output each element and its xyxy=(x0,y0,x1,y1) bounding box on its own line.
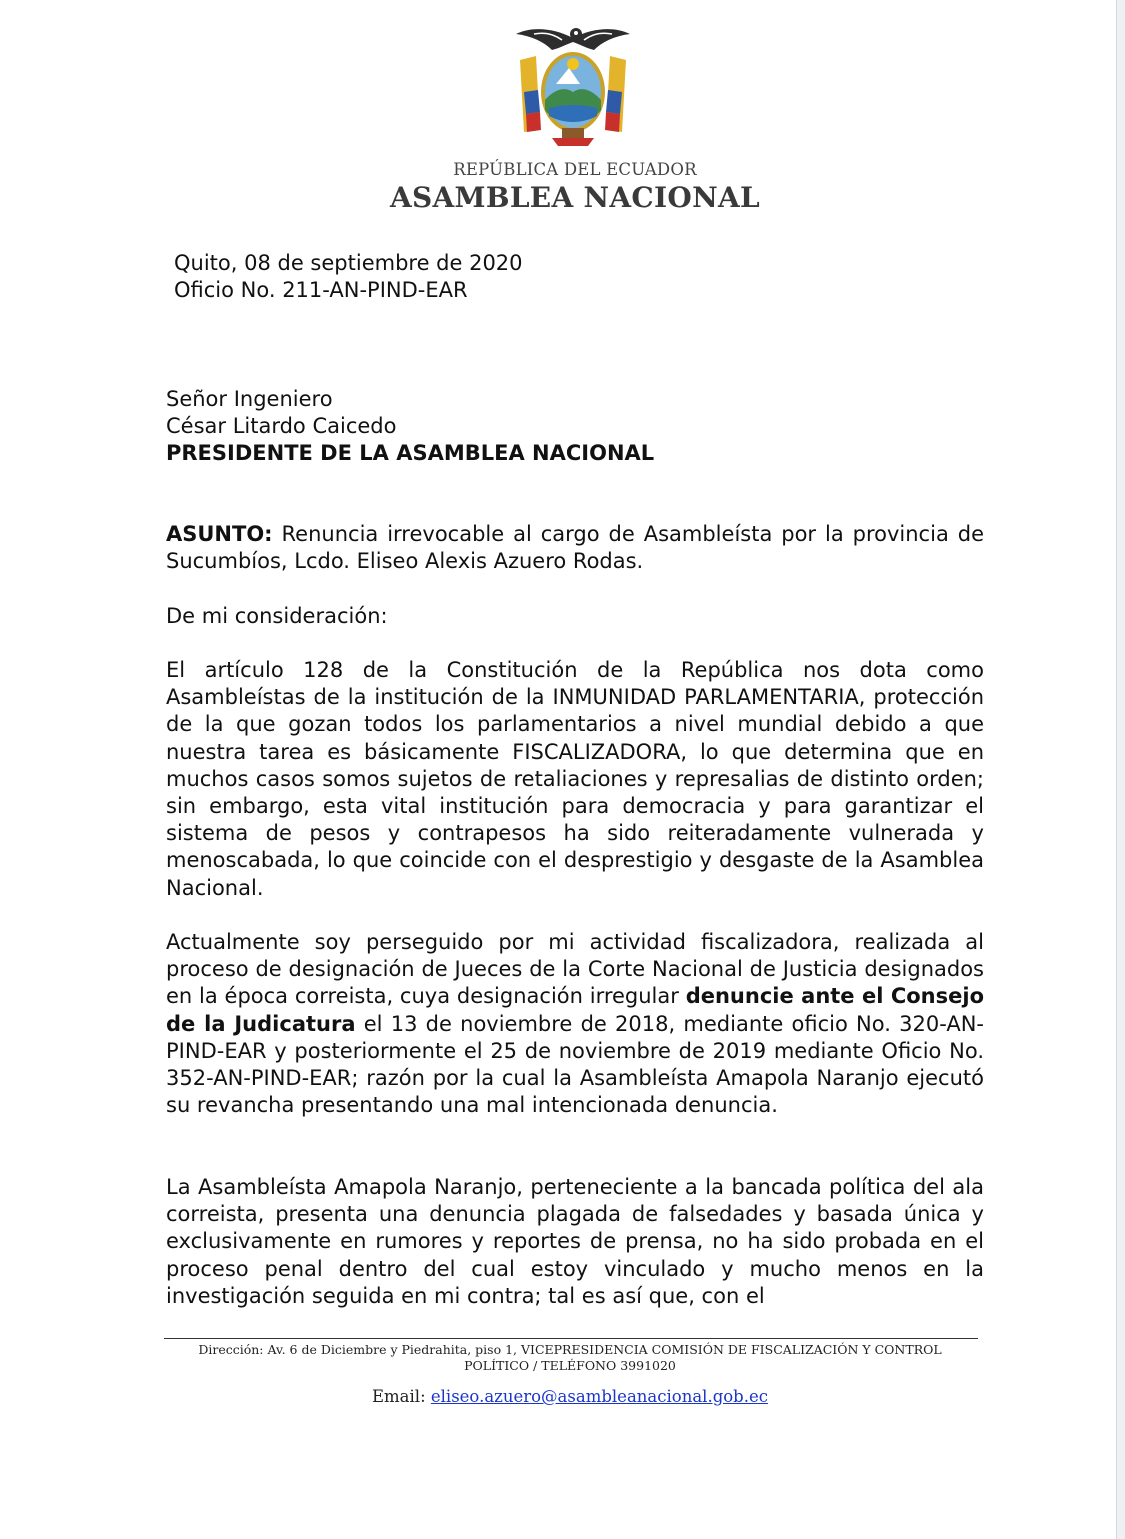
footer-address-line-2: POLÍTICO / TELÉFONO 3991020 xyxy=(464,1358,676,1373)
footer-email xyxy=(0,1387,1125,1406)
recipient-name: César Litardo Caicedo xyxy=(166,414,397,438)
subject-text: Renuncia irrevocable al cargo de Asambleísta por la provincia de Sucumbíos, Lcdo. Eliseo Alexis Azuero Rodas. xyxy=(166,522,984,574)
date-line: Quito, 08 de septiembre de 2020 xyxy=(174,251,523,275)
header-institution: ASAMBLEA NACIONAL xyxy=(389,181,761,214)
office-number: Oficio No. 211-AN-PIND-EAR xyxy=(174,278,468,302)
footer-address xyxy=(180,1342,960,1374)
paragraph-2-text-b: el 13 de noviembre de 2018, mediante oficio No. 320-AN-PIND-EAR y posteriormente el 25 de noviembre de 2019 mediante Oficio No. 352-AN-PIND-EAR; razón por la cual la Asambleísta Amapola Naranjo ejecutó su revancha presentando una mal intencionada denuncia. xyxy=(166,1011,984,1118)
paragraph-2-bold: denuncie ante el Consejo de la Judicatura xyxy=(166,984,985,1036)
email-link[interactable]: eliseo.azuero@asambleanacional.gob.ec xyxy=(430,1387,768,1406)
greeting: De mi consideración: xyxy=(166,604,388,628)
recipient-title: PRESIDENTE DE LA ASAMBLEA NACIONAL xyxy=(166,441,655,465)
body-paragraph-1: El artículo 128 de la Constitución de la República nos dota como Asambleístas de la institución de la INMUNIDAD PARLAMENTARIA, protección de la que gozan todos los parlamentarios a nivel mundial debido a que nuestra tarea es básicamente FISCALIZADORA, lo que determina que en muchos casos somos sujetos de retaliaciones y represalias de distinto orden; sin embargo, esta vital institución para democracia y para garantizar el sistema de pesos y contrapesos ha sido reiteradamente vulnerada y menoscabada, lo que coincide con el desprestigio y desgaste de la Asamblea Nacional. xyxy=(166,658,984,900)
email-label: Email: xyxy=(371,1387,431,1406)
body-paragraph-2 xyxy=(166,929,984,1119)
paragraph-2-text-a: Actualmente soy perseguido por mi actividad fiscalizadora, realizada al proceso de designación de Jueces de la Corte Nacional de Justicia designados en la época correista, cuya designación irregular xyxy=(166,930,984,1009)
footer-address-line-1: Dirección: Av. 6 de Diciembre y Piedrahita, piso 1, VICEPRESIDENCIA COMISIÓN DE FISCALIZACIÓN Y CONTROL xyxy=(198,1342,942,1357)
header-country: REPÚBLICA DEL ECUADOR xyxy=(453,160,697,179)
subject-paragraph xyxy=(166,521,984,575)
recipient-salutation: Señor Ingeniero xyxy=(166,387,333,411)
coat-of-arms-icon xyxy=(514,20,632,148)
body-paragraph-3: La Asambleísta Amapola Naranjo, perteneciente a la bancada política del ala correista, presenta una denuncia plagada de falsedades y basada única y exclusivamente en rumores y reportes de prensa, no ha sido probada en el proceso penal dentro del cual estoy vinculado y mucho menos en la investigación seguida en mi contra; tal es así que, con el xyxy=(166,1175,984,1308)
subject-label: ASUNTO: xyxy=(166,522,273,546)
footer-divider xyxy=(164,1338,978,1339)
